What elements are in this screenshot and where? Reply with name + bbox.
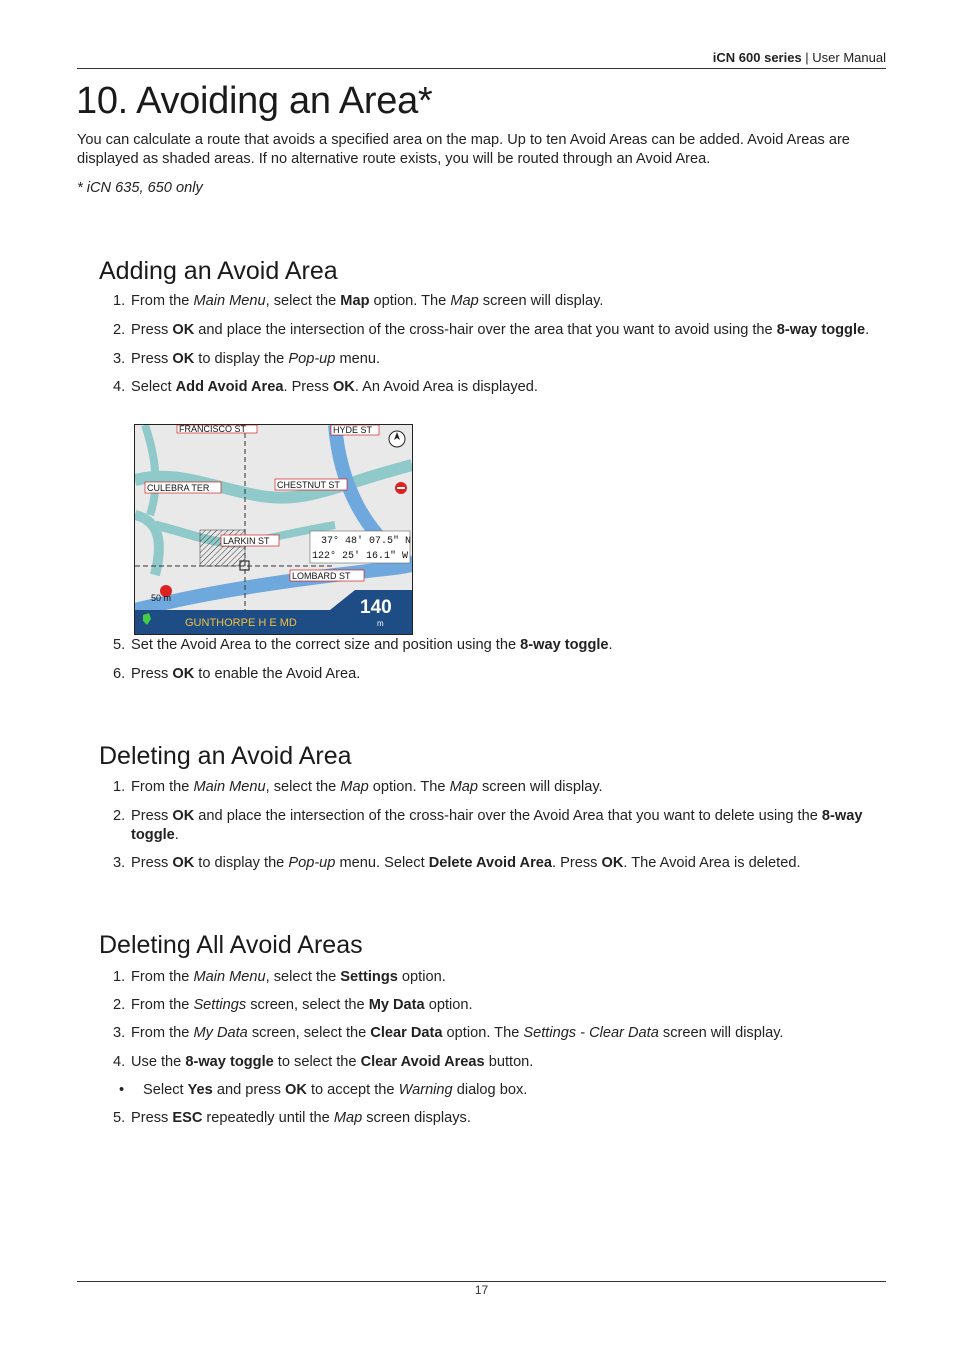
page-title: 10. Avoiding an Area* (76, 80, 433, 122)
model-note: * iCN 635, 650 only (77, 180, 203, 196)
map-screenshot (134, 424, 413, 635)
step: 3. From the My Data screen, select the Clear Data option. The Settings - Clear Data screen will display. (113, 1025, 784, 1041)
street-label: LARKIN ST (223, 536, 270, 546)
street-label: CHESTNUT ST (277, 480, 340, 490)
step: 4. Select Add Avoid Area. Press OK. An Avoid Area is displayed. (113, 379, 538, 395)
section-heading-adding: Adding an Avoid Area (99, 257, 338, 285)
next-street-label: GUNTHORPE H E MD (185, 617, 297, 629)
steps-adding (113, 292, 873, 397)
scale-label: 50 m (151, 593, 172, 603)
step: 5. Press ESC repeatedly until the Map screen displays. (113, 1110, 471, 1126)
steps-deleting-all (113, 968, 873, 1128)
header-rule (77, 68, 886, 69)
step: 4. Use the 8-way toggle to select the Clear Avoid Areas button. (113, 1054, 534, 1070)
step: 1. From the Main Menu, select the Map option. The Map screen will display. (113, 293, 604, 309)
step: 2. Press OK and place the intersection of the cross-hair over the Avoid Area that you want to delete using the 8-way toggle. (113, 808, 863, 843)
step: 3. Press OK to display the Pop-up menu. Select Delete Avoid Area. Press OK. The Avoid Area is deleted. (113, 855, 801, 871)
distance-readout: 140 (360, 597, 392, 618)
section-heading-deleting: Deleting an Avoid Area (99, 742, 352, 770)
footer-rule (77, 1281, 886, 1282)
latitude-readout: 37° 48' 07.5" N (321, 536, 412, 547)
intro-paragraph: You can calculate a route that avoids a specified area on the map. Up to ten Avoid Areas can be added. Avoid Areas are displayed as shaded areas. If no alternative route exists, you will be routed through an Avoid Area. (77, 132, 850, 167)
street-label: LOMBARD ST (292, 571, 351, 581)
distance-unit: m (377, 619, 384, 628)
step: 2. Press OK and place the intersection of the cross-hair over the area that you want to avoid using the 8-way toggle. (113, 322, 870, 338)
longitude-readout: 122° 25' 16.1" W (312, 551, 409, 562)
step: 1. From the Main Menu, select the Settings option. (113, 969, 446, 985)
step: 6. Press OK to enable the Avoid Area. (113, 666, 361, 682)
steps-deleting (113, 778, 873, 873)
page-number: 17 (474, 1283, 489, 1297)
step: 2. From the Settings screen, select the My Data option. (113, 997, 473, 1013)
step: 1. From the Main Menu, select the Map option. The Map screen will display. (113, 779, 603, 795)
step: 3. Press OK to display the Pop-up menu. (113, 351, 381, 367)
street-label: CULEBRA TER (147, 483, 210, 493)
sub-step: • Select Yes and press OK to accept the Warning dialog box. (119, 1082, 528, 1098)
street-label: FRANCISCO ST (179, 424, 247, 434)
step: 5. Set the Avoid Area to the correct size and position using the 8-way toggle. (113, 637, 613, 653)
steps-adding-continued (113, 636, 873, 684)
street-label: HYDE ST (333, 425, 373, 435)
section-heading-deleting-all: Deleting All Avoid Areas (99, 931, 363, 959)
page-header: iCN 600 series | User Manual (712, 50, 886, 65)
